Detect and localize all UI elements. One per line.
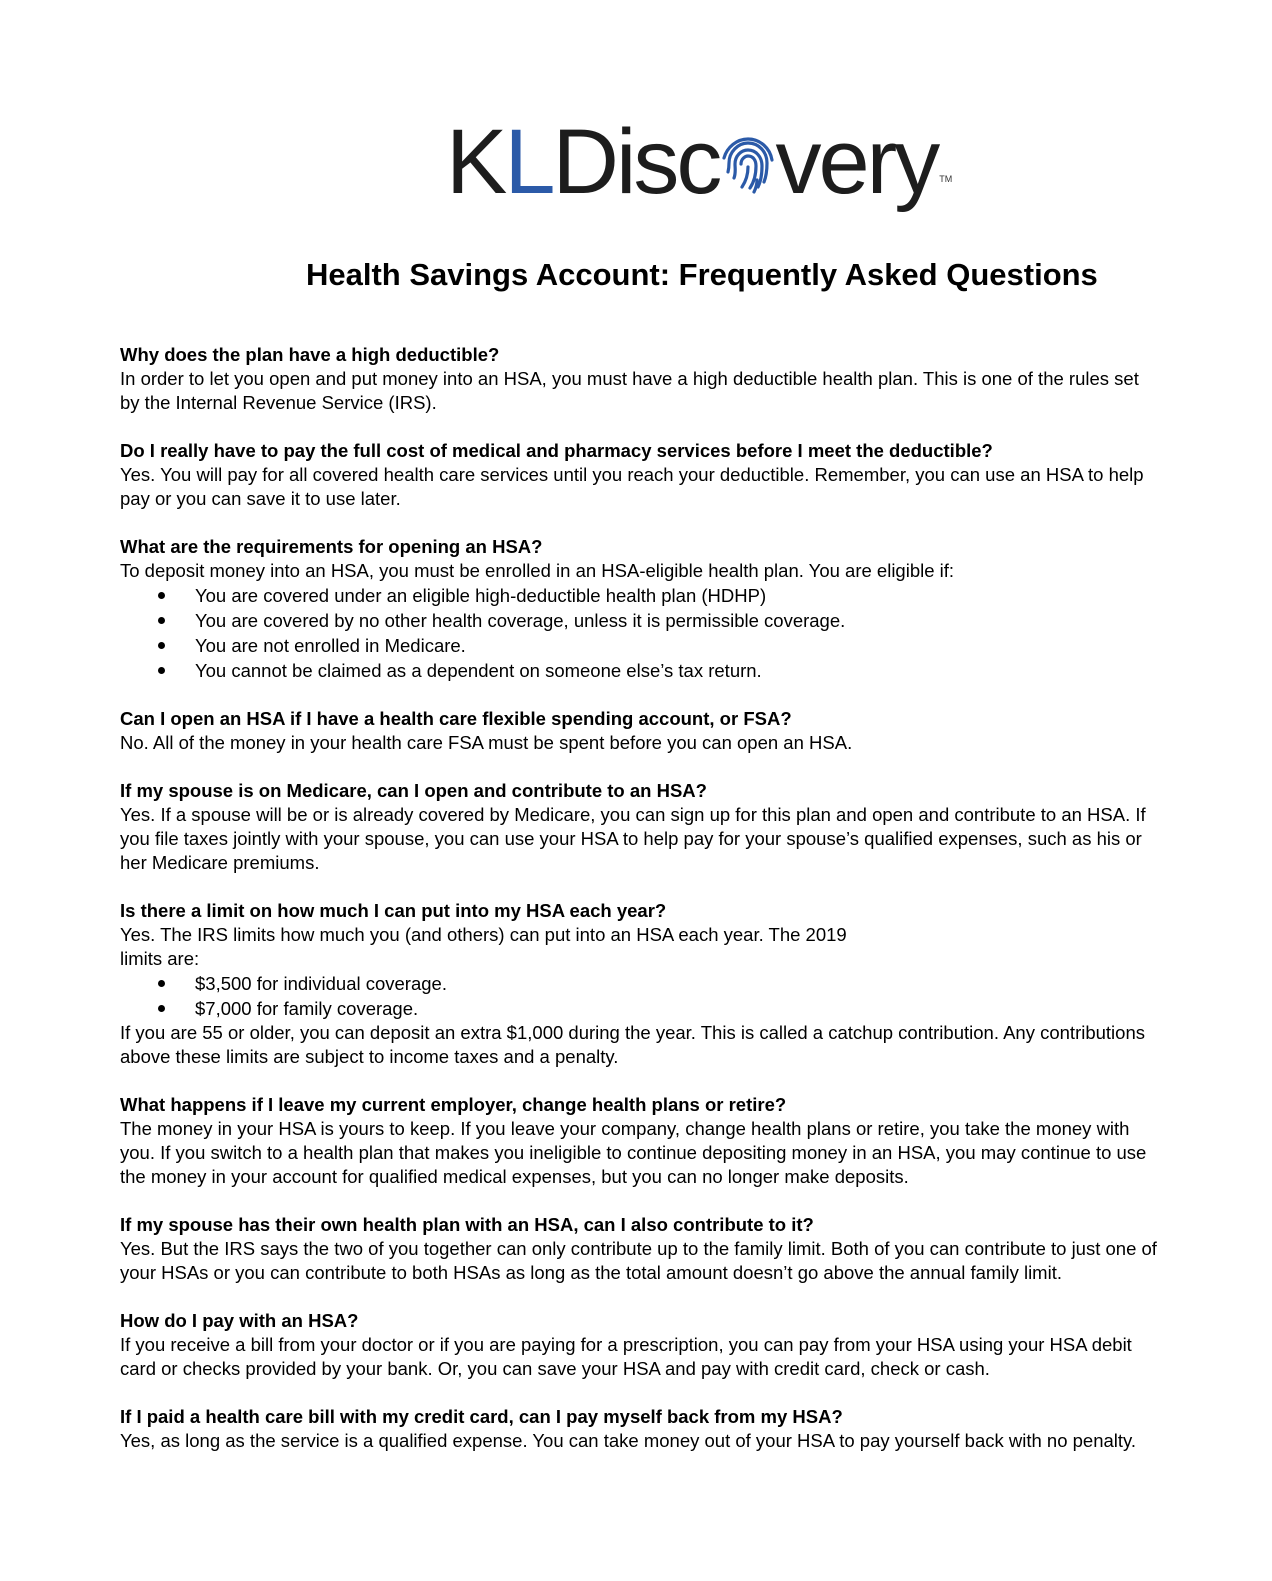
faq-question: How do I pay with an HSA?	[120, 1310, 359, 1331]
list-item	[120, 608, 1160, 633]
faq-item	[120, 343, 1160, 415]
faq-question: Why does the plan have a high deductible?	[120, 344, 500, 365]
list-item-text: You cannot be claimed as a dependent on someone else’s tax return.	[195, 660, 762, 681]
faq-question: If my spouse is on Medicare, can I open and contribute to an HSA?	[120, 780, 707, 801]
list-item-text: $3,500 for individual coverage.	[195, 973, 447, 994]
faq-item	[120, 1093, 1160, 1189]
bullet-icon	[158, 642, 165, 649]
list-item	[120, 658, 1160, 683]
list-item-text: You are covered by no other health coverage, unless it is permissible coverage.	[195, 610, 846, 631]
bullet-icon	[158, 592, 165, 599]
logo-letter-k: K	[446, 111, 505, 213]
faq-question: What are the requirements for opening an HSA?	[120, 536, 543, 557]
faq-answer: In order to let you open and put money into an HSA, you must have a high deductible health plan. This is one of the rules set by the Internal Revenue Service (IRS).	[120, 368, 1139, 413]
faq-item	[120, 1405, 1160, 1453]
bullet-icon	[158, 617, 165, 624]
fingerprint-icon	[719, 134, 777, 198]
list-item	[120, 971, 1160, 996]
bullet-list	[120, 583, 1160, 683]
list-item-text: You are covered under an eligible high-deductible health plan (HDHP)	[195, 585, 767, 606]
faq-answer: Yes. If a spouse will be or is already covered by Medicare, you can sign up for this plan and open and contribute to an HSA. If you file taxes jointly with your spouse, you can use your HSA to help pay for your spouse’s qualified expenses, such as his or her Medicare premiums.	[120, 804, 1146, 873]
list-item-text: $7,000 for family coverage.	[195, 998, 419, 1019]
list-item-text: You are not enrolled in Medicare.	[195, 635, 466, 656]
list-item	[120, 583, 1160, 608]
faq-answer: No. All of the money in your health care FSA must be spent before you can open an HSA.	[120, 732, 853, 753]
faq-answer-continued: limits are:	[120, 948, 200, 969]
faq-list	[120, 343, 1160, 1477]
logo-letter-l: L	[504, 111, 553, 213]
faq-item	[120, 1309, 1160, 1381]
bullet-icon	[158, 1005, 165, 1012]
bullet-icon	[158, 980, 165, 987]
faq-answer: The money in your HSA is yours to keep. If you leave your company, change health plans or retire, you take the money with you. If you switch to a health plan that makes you ineligible to continue depositing money in an HSA, you may continue to use the money in your account for qualified medical expenses, but you can no longer make deposits.	[120, 1118, 1147, 1187]
logo-text-disc: Disc	[552, 111, 720, 213]
faq-answer: If you receive a bill from your doctor or if you are paying for a prescription, you can pay from your HSA using your HSA debit card or checks provided by your bank. Or, you can save your HSA and pay with credit card, check or cash.	[120, 1334, 1132, 1379]
faq-answer: Yes, as long as the service is a qualified expense. You can take money out of your HSA to pay yourself back with no penalty.	[120, 1430, 1137, 1451]
faq-item	[120, 707, 1160, 755]
faq-question: Is there a limit on how much I can put into my HSA each year?	[120, 900, 667, 921]
faq-answer: Yes. But the IRS says the two of you together can only contribute up to the family limit. Both of you can contribute to just one of your HSAs or you can contribute to both HSAs as long as the total amount doesn’t go above the annual family limit.	[120, 1238, 1157, 1283]
faq-item	[120, 439, 1160, 511]
bullet-list	[120, 971, 1160, 1021]
faq-item	[120, 779, 1160, 875]
faq-question: If I paid a health care bill with my credit card, can I pay myself back from my HSA?	[120, 1406, 843, 1427]
faq-question: Can I open an HSA if I have a health care flexible spending account, or FSA?	[120, 708, 792, 729]
faq-answer: Yes. The IRS limits how much you (and others) can put into an HSA each year. The 2019	[120, 924, 847, 945]
faq-question: What happens if I leave my current employer, change health plans or retire?	[120, 1094, 787, 1115]
faq-item	[120, 1213, 1160, 1285]
faq-item	[120, 899, 1160, 1069]
page-title: Health Savings Account: Frequently Asked Questions	[306, 257, 1098, 292]
bullet-icon	[158, 667, 165, 674]
faq-answer-after-list: If you are 55 or older, you can deposit an extra $1,000 during the year. This is called a catchup contribution. Any contributions above these limits are subject to income taxes and a penalty.	[120, 1022, 1145, 1067]
list-item	[120, 996, 1160, 1021]
faq-question: If my spouse has their own health plan with an HSA, can I also contribute to it?	[120, 1214, 814, 1235]
faq-item	[120, 535, 1160, 683]
list-item	[120, 633, 1160, 658]
logo-text-very: very	[775, 111, 938, 213]
logo-trademark: TM	[939, 174, 953, 184]
faq-answer: To deposit money into an HSA, you must be enrolled in an HSA-eligible health plan. You are eligible if:	[120, 560, 955, 581]
kldiscovery-logo	[446, 111, 953, 213]
faq-answer: Yes. You will pay for all covered health care services until you reach your deductible. Remember, you can use an HSA to help pay or you can save it to use later.	[120, 464, 1144, 509]
faq-question: Do I really have to pay the full cost of medical and pharmacy services before I meet the deductible?	[120, 440, 993, 461]
